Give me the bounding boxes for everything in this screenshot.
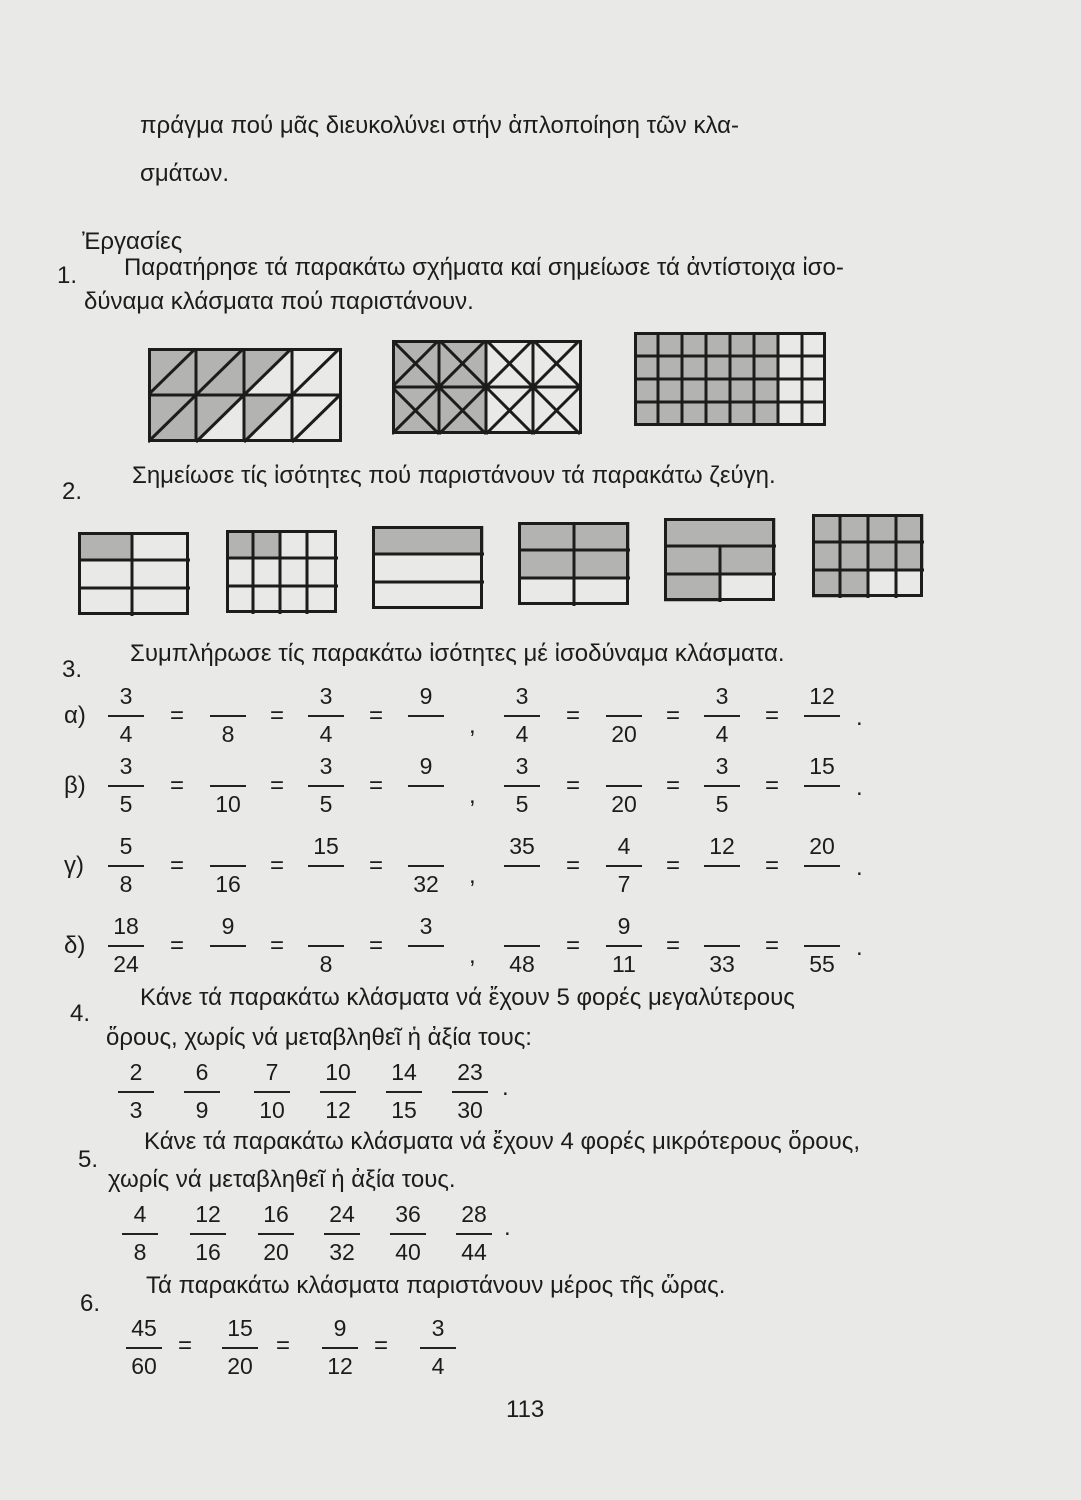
ex3-fraction-bar — [606, 785, 642, 787]
ex4-fraction-numerator: 6 — [195, 1059, 209, 1085]
ex6-equals: = — [276, 1332, 291, 1359]
ex3-fraction — [304, 832, 348, 900]
ex1-line-2: δύναμα κλάσματα πού παριστάνουν. — [84, 288, 474, 315]
ex3-fraction-numerator: 3 — [419, 913, 433, 939]
ex3-fraction — [304, 752, 348, 820]
ex3-fraction — [700, 752, 744, 820]
ex3-fraction — [800, 832, 844, 900]
ex2-text: Σημείωσε τίς ἰσότητες πού παριστάνουν τά παρακάτω ζεύγη. — [132, 462, 776, 489]
ex6-fraction-denominator: 12 — [327, 1353, 353, 1379]
ex3-equals: = — [666, 702, 681, 729]
ex5-fraction-bar — [190, 1233, 226, 1235]
ex5-fraction-bar — [456, 1233, 492, 1235]
ex5-period: . — [504, 1214, 511, 1241]
ex3-fraction-denominator: 4 — [515, 721, 529, 747]
ex3-equals: = — [170, 932, 185, 959]
ex2-figure-5 — [664, 518, 776, 602]
ex6-equals: = — [178, 1332, 193, 1359]
ex3-fraction-bar — [408, 715, 444, 717]
ex3-fraction — [602, 912, 646, 980]
ex4-fraction — [448, 1058, 492, 1126]
ex3-fraction-denominator — [700, 870, 744, 898]
ex5-fraction-numerator: 24 — [329, 1201, 355, 1227]
ex3-fraction-numerator: 35 — [509, 833, 535, 859]
ex3-fraction-numerator: 12 — [809, 683, 835, 709]
ex3-fraction-numerator: 12 — [709, 833, 735, 859]
ex4-fraction-denominator: 3 — [129, 1097, 143, 1123]
ex3-fraction-bar — [108, 785, 144, 787]
ex3-fraction-numerator: 4 — [617, 833, 631, 859]
ex2-number: 2. — [62, 478, 83, 505]
ex3-equals: = — [170, 772, 185, 799]
ex6-fraction — [416, 1314, 460, 1382]
ex3-fraction-numerator: 18 — [113, 913, 139, 939]
ex3-fraction-bar — [108, 945, 144, 947]
ex6-fraction-numerator: 3 — [431, 1315, 445, 1341]
ex3-fraction-denominator: 4 — [319, 721, 333, 747]
ex4-fraction-denominator: 15 — [391, 1097, 417, 1123]
ex3-fraction-denominator: 4 — [119, 721, 133, 747]
ex3-equals: = — [765, 932, 780, 959]
ex3-fraction — [206, 832, 250, 900]
ex3-fraction-numerator: 3 — [515, 683, 529, 709]
ex3-fraction-bar — [804, 865, 840, 867]
ex3-fraction — [500, 752, 544, 820]
ex3-equals: = — [369, 852, 384, 879]
ex6-fraction-numerator: 9 — [333, 1315, 347, 1341]
ex5-line-1: Κάνε τά παρακάτω κλάσματα νά ἔχουν 4 φορές μικρότερους ὅρους, — [144, 1128, 861, 1155]
ex3-fraction — [206, 752, 250, 820]
ex3-equals: = — [765, 772, 780, 799]
ex3-fraction-numerator: 3 — [319, 753, 333, 779]
ex2-figure-3 — [372, 526, 484, 610]
ex3-fraction-denominator — [304, 870, 348, 898]
ex4-fraction-bar — [320, 1091, 356, 1093]
ex3-fraction — [500, 832, 544, 900]
ex3-fraction-bar — [504, 785, 540, 787]
ex3-comma: , — [469, 782, 476, 809]
ex4-fraction-bar — [452, 1091, 488, 1093]
ex3-fraction-bar — [504, 715, 540, 717]
ex6-fraction-bar — [322, 1347, 358, 1349]
ex3-fraction-bar — [704, 715, 740, 717]
ex3-equals: = — [270, 772, 285, 799]
ex6-fraction-bar — [420, 1347, 456, 1349]
ex3-fraction — [404, 752, 448, 820]
ex3-fraction-denominator: 4 — [715, 721, 729, 747]
ex3-fraction-bar — [504, 865, 540, 867]
ex3-fraction-bar — [704, 865, 740, 867]
page-number: 113 — [506, 1396, 545, 1423]
ex3-fraction-denominator — [206, 950, 250, 978]
ex1-line-1: Παρατήρησε τά παρακάτω σχήματα καί σημείωσε τά ἀντίστοιχα ἰσο- — [124, 254, 844, 281]
ex3-equals: = — [270, 932, 285, 959]
ex4-line-1: Κάνε τά παρακάτω κλάσματα νά ἔχουν 5 φορές μεγαλύτερους — [140, 984, 795, 1011]
ex3-equals: = — [270, 852, 285, 879]
ex3-fraction — [800, 682, 844, 750]
ex3-row-label: γ) — [64, 852, 84, 879]
ex3-fraction — [700, 682, 744, 750]
ex3-fraction-denominator: 5 — [715, 791, 729, 817]
section-heading: Ἐργασίες — [82, 228, 183, 255]
ex3-fraction-bar — [408, 785, 444, 787]
ex3-equals: = — [170, 852, 185, 879]
ex3-equals: = — [566, 702, 581, 729]
ex3-fraction — [700, 912, 744, 980]
ex3-fraction-bar — [210, 945, 246, 947]
ex3-equals: = — [666, 852, 681, 879]
ex3-fraction-denominator: 8 — [119, 871, 133, 897]
ex6-number: 6. — [80, 1290, 101, 1317]
ex3-fraction-denominator: 7 — [617, 871, 631, 897]
ex3-fraction — [404, 912, 448, 980]
ex4-number: 4. — [70, 1000, 91, 1027]
ex3-fraction-bar — [804, 785, 840, 787]
ex4-fraction-numerator: 14 — [391, 1059, 417, 1085]
ex4-fraction-bar — [118, 1091, 154, 1093]
ex3-fraction-denominator: 20 — [611, 721, 637, 747]
ex4-fraction-denominator: 30 — [457, 1097, 483, 1123]
ex3-fraction-bar — [504, 945, 540, 947]
ex2-figure-1 — [78, 532, 190, 616]
ex3-fraction-bar — [408, 865, 444, 867]
ex3-equals: = — [566, 932, 581, 959]
ex3-fraction-denominator: 8 — [319, 951, 333, 977]
ex3-fraction-numerator: 3 — [715, 683, 729, 709]
ex5-fraction — [118, 1200, 162, 1268]
ex3-fraction — [104, 832, 148, 900]
ex1-figure-crosses — [392, 340, 584, 436]
ex5-fraction-bar — [258, 1233, 294, 1235]
ex4-fraction-denominator: 10 — [259, 1097, 285, 1123]
ex3-fraction-numerator — [602, 752, 646, 780]
ex5-fraction-denominator: 44 — [461, 1239, 487, 1265]
ex3-fraction — [602, 832, 646, 900]
ex3-fraction-numerator — [206, 682, 250, 710]
ex3-period: . — [856, 934, 863, 961]
ex3-fraction — [206, 682, 250, 750]
ex3-fraction-bar — [804, 945, 840, 947]
ex3-fraction-numerator: 15 — [809, 753, 835, 779]
ex3-fraction-bar — [308, 715, 344, 717]
ex3-fraction-bar — [210, 715, 246, 717]
ex3-equals: = — [270, 702, 285, 729]
ex3-fraction-numerator — [404, 832, 448, 860]
ex4-line-2: ὅρους, χωρίς νά μεταβληθεῖ ἡ ἀξία τους: — [106, 1024, 532, 1051]
ex3-fraction — [206, 912, 250, 980]
ex3-equals: = — [369, 932, 384, 959]
ex3-fraction-numerator — [602, 682, 646, 710]
ex3-fraction — [404, 832, 448, 900]
ex3-fraction-denominator — [800, 790, 844, 818]
ex3-equals: = — [666, 932, 681, 959]
ex3-fraction-numerator — [304, 912, 348, 940]
ex3-fraction-numerator — [206, 752, 250, 780]
ex5-fraction-bar — [122, 1233, 158, 1235]
ex3-equals: = — [666, 772, 681, 799]
ex3-fraction — [104, 752, 148, 820]
ex3-fraction-denominator — [800, 720, 844, 748]
ex5-number: 5. — [78, 1146, 99, 1173]
ex1-number: 1. — [57, 262, 78, 289]
ex5-fraction-denominator: 16 — [195, 1239, 221, 1265]
ex4-period: . — [502, 1074, 509, 1101]
ex3-fraction-denominator: 24 — [113, 951, 139, 977]
ex3-fraction-bar — [408, 945, 444, 947]
ex4-fraction-numerator: 2 — [129, 1059, 143, 1085]
ex3-fraction — [602, 682, 646, 750]
ex4-fraction — [114, 1058, 158, 1126]
ex3-text: Συμπλήρωσε τίς παρακάτω ἰσότητες μέ ἰσοδύναμα κλάσματα. — [130, 640, 785, 667]
ex3-fraction-bar — [606, 865, 642, 867]
ex3-fraction-numerator: 9 — [419, 683, 433, 709]
ex3-fraction-numerator: 3 — [319, 683, 333, 709]
ex3-fraction-numerator: 3 — [715, 753, 729, 779]
ex3-fraction-numerator — [800, 912, 844, 940]
ex3-fraction-denominator: 5 — [119, 791, 133, 817]
ex3-period: . — [856, 854, 863, 881]
ex3-fraction-bar — [704, 785, 740, 787]
ex2-figure-4 — [518, 522, 630, 606]
ex5-fraction-numerator: 28 — [461, 1201, 487, 1227]
ex4-fraction — [316, 1058, 360, 1126]
ex3-fraction-bar — [606, 945, 642, 947]
ex3-fraction-bar — [308, 945, 344, 947]
ex5-fraction — [386, 1200, 430, 1268]
ex4-fraction-bar — [254, 1091, 290, 1093]
ex3-fraction — [800, 752, 844, 820]
ex3-equals: = — [765, 702, 780, 729]
ex5-fraction-denominator: 32 — [329, 1239, 355, 1265]
ex3-fraction-numerator: 3 — [515, 753, 529, 779]
ex6-fraction-numerator: 45 — [131, 1315, 157, 1341]
ex3-fraction-numerator: 9 — [221, 913, 235, 939]
ex4-fraction-numerator: 7 — [265, 1059, 279, 1085]
ex3-fraction-bar — [606, 715, 642, 717]
ex3-row-label: α) — [64, 702, 86, 729]
ex3-fraction-denominator: 16 — [215, 871, 241, 897]
ex6-fraction — [122, 1314, 166, 1382]
ex3-fraction-bar — [210, 865, 246, 867]
ex6-fraction — [318, 1314, 362, 1382]
ex3-equals: = — [566, 772, 581, 799]
ex3-comma: , — [469, 712, 476, 739]
ex3-fraction-denominator: 32 — [413, 871, 439, 897]
ex3-row-label: β) — [64, 772, 86, 799]
ex3-period: . — [856, 774, 863, 801]
ex3-equals: = — [369, 702, 384, 729]
ex3-fraction-numerator: 9 — [617, 913, 631, 939]
ex3-equals: = — [566, 852, 581, 879]
ex3-fraction — [500, 912, 544, 980]
ex3-fraction — [700, 832, 744, 900]
ex3-fraction-bar — [108, 715, 144, 717]
ex3-number: 3. — [62, 656, 83, 683]
ex6-fraction-denominator: 4 — [431, 1353, 445, 1379]
ex5-fraction-numerator: 12 — [195, 1201, 221, 1227]
ex3-fraction-bar — [804, 715, 840, 717]
ex3-fraction-denominator — [404, 790, 448, 818]
ex6-fraction-bar — [126, 1347, 162, 1349]
ex1-figure-triangles — [148, 348, 344, 444]
ex3-fraction-denominator — [800, 870, 844, 898]
ex6-fraction — [218, 1314, 262, 1382]
ex3-fraction — [800, 912, 844, 980]
ex3-fraction — [304, 912, 348, 980]
ex3-fraction-denominator: 11 — [612, 951, 636, 977]
ex2-figure-2 — [226, 530, 338, 614]
ex5-fraction-numerator: 16 — [263, 1201, 289, 1227]
ex5-fraction-denominator: 20 — [263, 1239, 289, 1265]
ex3-fraction-bar — [308, 785, 344, 787]
ex3-fraction — [500, 682, 544, 750]
ex3-fraction-numerator: 15 — [313, 833, 339, 859]
ex3-fraction-numerator: 5 — [119, 833, 133, 859]
ex3-fraction — [602, 752, 646, 820]
ex3-fraction-numerator — [700, 912, 744, 940]
ex4-fraction-numerator: 23 — [457, 1059, 483, 1085]
ex3-fraction-denominator: 33 — [709, 951, 735, 977]
ex4-fraction-bar — [184, 1091, 220, 1093]
ex3-fraction-denominator: 10 — [215, 791, 241, 817]
ex3-fraction-denominator — [404, 720, 448, 748]
ex3-fraction-numerator — [206, 832, 250, 860]
ex3-fraction-numerator: 9 — [419, 753, 433, 779]
ex6-fraction-denominator: 20 — [227, 1353, 253, 1379]
ex5-fraction-denominator: 8 — [133, 1239, 147, 1265]
ex5-line-2: χωρίς νά μεταβληθεῖ ἡ ἀξία τους. — [108, 1166, 456, 1193]
ex3-comma: , — [469, 942, 476, 969]
ex3-fraction — [104, 912, 148, 980]
ex3-fraction-bar — [704, 945, 740, 947]
ex3-equals: = — [369, 772, 384, 799]
ex4-fraction-numerator: 10 — [325, 1059, 351, 1085]
ex3-fraction-denominator: 5 — [319, 791, 333, 817]
ex3-fraction-numerator: 3 — [119, 753, 133, 779]
ex3-fraction — [304, 682, 348, 750]
ex4-fraction-denominator: 12 — [325, 1097, 351, 1123]
intro-line-2: σμάτων. — [140, 160, 230, 187]
ex6-equals: = — [374, 1332, 389, 1359]
ex5-fraction — [452, 1200, 496, 1268]
ex3-fraction-denominator — [500, 870, 544, 898]
ex6-fraction-bar — [222, 1347, 258, 1349]
ex5-fraction-bar — [390, 1233, 426, 1235]
ex3-equals: = — [170, 702, 185, 729]
ex4-fraction — [180, 1058, 224, 1126]
ex3-equals: = — [765, 852, 780, 879]
ex4-fraction — [382, 1058, 426, 1126]
ex3-period: . — [856, 704, 863, 731]
ex3-fraction-denominator: 8 — [221, 721, 235, 747]
ex5-fraction-numerator: 4 — [133, 1201, 147, 1227]
ex2-figure-6 — [812, 514, 924, 598]
ex3-fraction-numerator: 3 — [119, 683, 133, 709]
ex5-fraction-denominator: 40 — [395, 1239, 421, 1265]
ex3-fraction-denominator: 5 — [515, 791, 529, 817]
ex6-fraction-numerator: 15 — [227, 1315, 253, 1341]
ex1-figure-grid — [634, 332, 828, 428]
ex5-fraction-numerator: 36 — [395, 1201, 421, 1227]
ex3-fraction-bar — [308, 865, 344, 867]
ex6-text: Τά παρακάτω κλάσματα παριστάνουν μέρος τῆς ὥρας. — [146, 1272, 726, 1299]
ex5-fraction — [254, 1200, 298, 1268]
ex3-comma: , — [469, 862, 476, 889]
ex3-fraction-denominator — [404, 950, 448, 978]
ex3-fraction — [404, 682, 448, 750]
ex3-fraction-numerator: 20 — [809, 833, 835, 859]
ex6-fraction-denominator: 60 — [131, 1353, 157, 1379]
ex5-fraction-bar — [324, 1233, 360, 1235]
ex3-fraction-bar — [108, 865, 144, 867]
intro-line-1: πράγμα πού μᾶς διευκολύνει στήν ἁπλοποίηση τῶν κλα- — [140, 112, 739, 139]
ex3-fraction — [104, 682, 148, 750]
ex4-fraction-bar — [386, 1091, 422, 1093]
ex3-fraction-denominator: 20 — [611, 791, 637, 817]
ex4-fraction — [250, 1058, 294, 1126]
ex3-fraction-numerator — [500, 912, 544, 940]
ex3-row-label: δ) — [64, 932, 86, 959]
ex3-fraction-denominator: 55 — [809, 951, 835, 977]
ex4-fraction-denominator: 9 — [195, 1097, 209, 1123]
ex5-fraction — [186, 1200, 230, 1268]
ex3-fraction-bar — [210, 785, 246, 787]
ex3-fraction-denominator: 48 — [509, 951, 535, 977]
ex5-fraction — [320, 1200, 364, 1268]
